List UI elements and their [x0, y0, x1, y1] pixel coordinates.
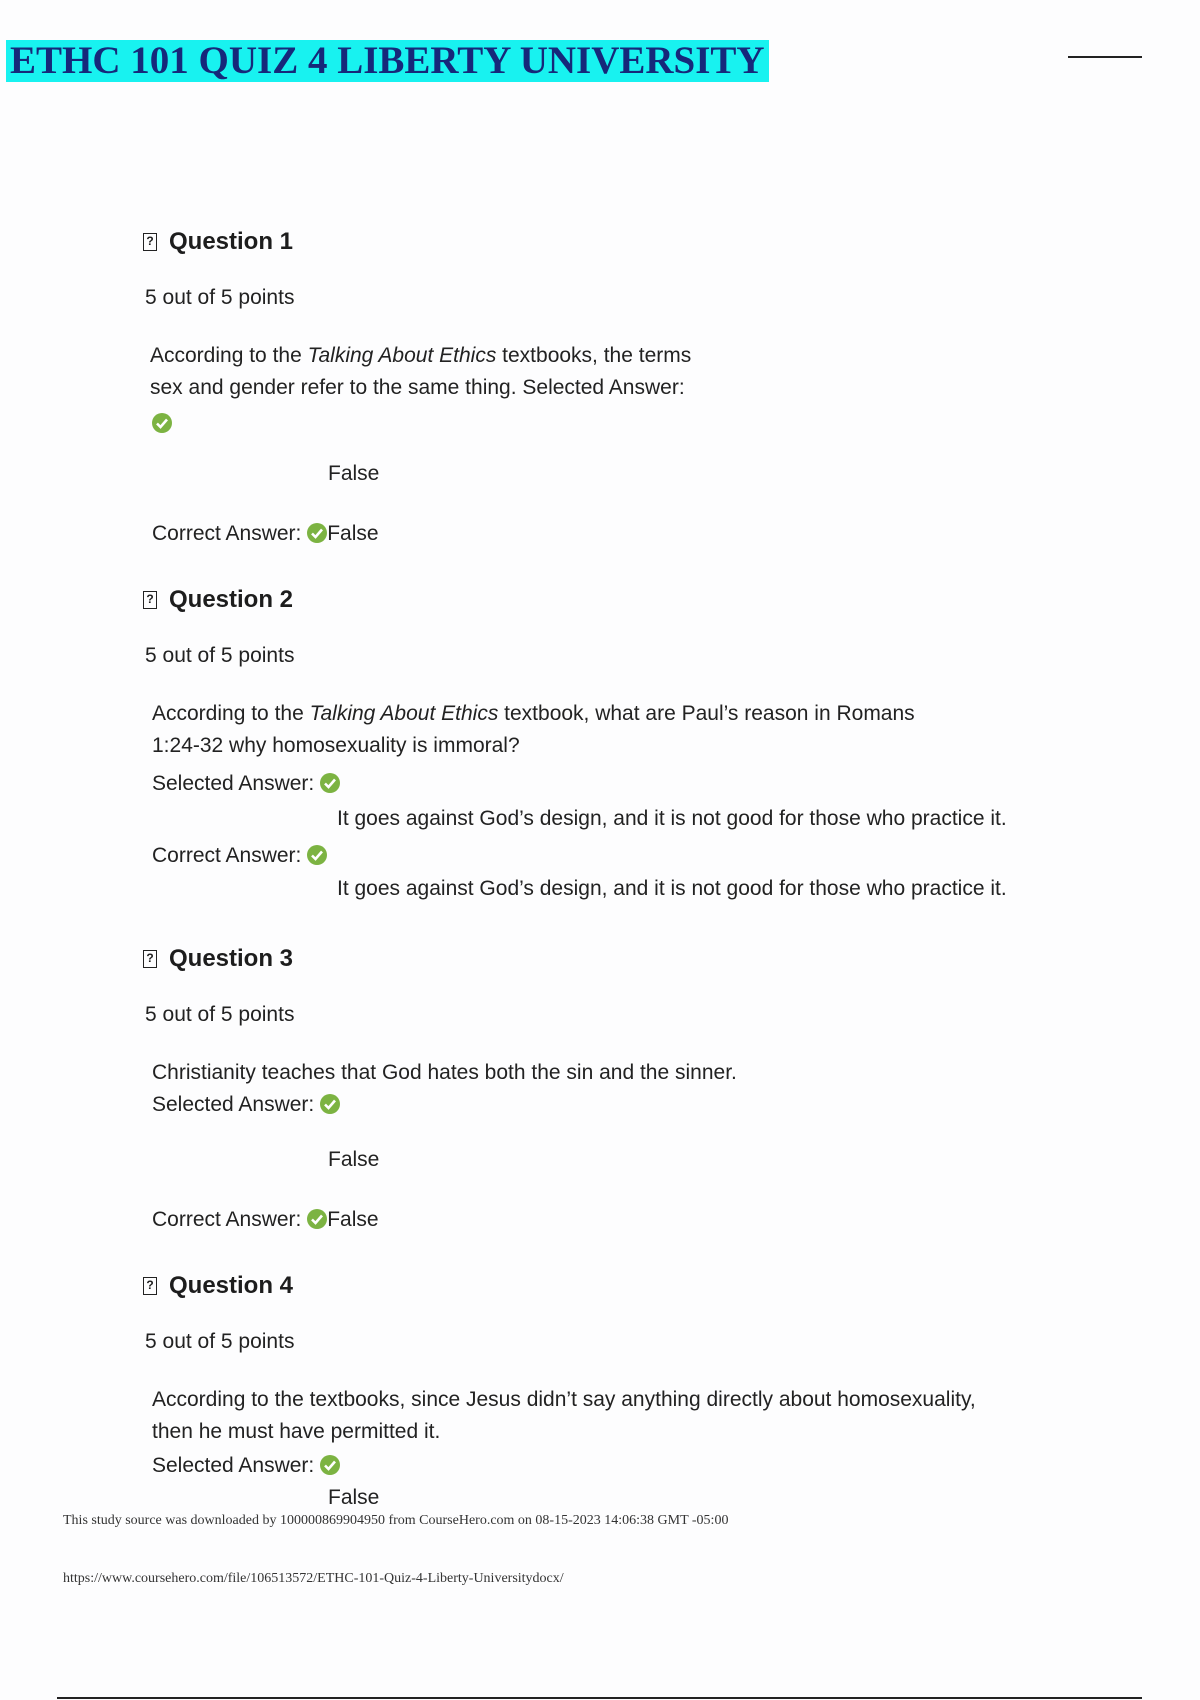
download-source-notice: This study source was downloaded by 100000869904950 from CourseHero.com on 08-15-2023 14:06:38 GMT -05:00 [63, 1513, 729, 1528]
question-3-heading: ? Question 3 [143, 945, 293, 973]
question-2-correct-row: Correct Answer: [152, 840, 327, 872]
check-icon [307, 1209, 327, 1229]
check-icon [320, 773, 340, 793]
source-url[interactable]: https://www.coursehero.com/file/106513572/ETHC-101-Quiz-4-Liberty-Universitydocx/ [63, 1571, 564, 1586]
question-2-selected-row: Selected Answer: [152, 768, 340, 800]
question-4-text-line2: then he must have permitted it. [152, 1420, 441, 1443]
question-3-points: 5 out of 5 points [145, 1003, 295, 1026]
question-mark-icon: ? [143, 591, 157, 609]
footer-rule [57, 1697, 1142, 1699]
question-3-selected-row: Selected Answer: [152, 1089, 340, 1121]
question-1-heading: ? Question 1 [143, 228, 293, 256]
check-icon [152, 413, 172, 433]
question-2-points: 5 out of 5 points [145, 644, 295, 667]
question-4-selected-row: Selected Answer: [152, 1450, 340, 1482]
question-2-text-line1: According to the Talking About Ethics textbook, what are Paul’s reason in Romans [152, 702, 915, 725]
question-3-correct-answer: False [327, 1208, 379, 1231]
question-mark-icon: ? [143, 233, 157, 251]
question-1-selected-answer: False [328, 462, 380, 485]
question-4-text-line1: According to the textbooks, since Jesus didn’t say anything directly about homosexuality, [152, 1388, 976, 1411]
question-1-text-line2: sex and gender refer to the same thing. Selected Answer: [150, 376, 685, 399]
question-2-selected-answer: It goes against God’s design, and it is not good for those who practice it. [337, 807, 1007, 830]
document-title: ETHC 101 QUIZ 4 LIBERTY UNIVERSITY [6, 40, 769, 82]
question-1-points: 5 out of 5 points [145, 286, 295, 309]
question-3-selected-answer: False [328, 1148, 380, 1171]
header-rule [1068, 56, 1142, 58]
question-2-text-line2: 1:24-32 why homosexuality is immoral? [152, 734, 520, 757]
question-1-text-line1: According to the Talking About Ethics textbooks, the terms [150, 344, 692, 367]
question-1-correct-answer: False [327, 522, 379, 545]
question-3-text-line1: Christianity teaches that God hates both the sin and the sinner. [152, 1061, 737, 1084]
question-mark-icon: ? [143, 1277, 157, 1295]
question-4-points: 5 out of 5 points [145, 1330, 295, 1353]
question-3-correct-row: Correct Answer: False [152, 1208, 379, 1231]
question-4-heading: ? Question 4 [143, 1272, 293, 1300]
question-2-heading: ? Question 2 [143, 586, 293, 614]
question-4-selected-answer: False [328, 1486, 380, 1509]
question-1-correct-row: Correct Answer: False [152, 522, 379, 545]
check-icon [320, 1455, 340, 1475]
check-icon [320, 1094, 340, 1114]
check-icon [307, 845, 327, 865]
check-icon [307, 523, 327, 543]
question-mark-icon: ? [143, 950, 157, 968]
question-2-correct-answer: It goes against God’s design, and it is not good for those who practice it. [337, 877, 1007, 900]
